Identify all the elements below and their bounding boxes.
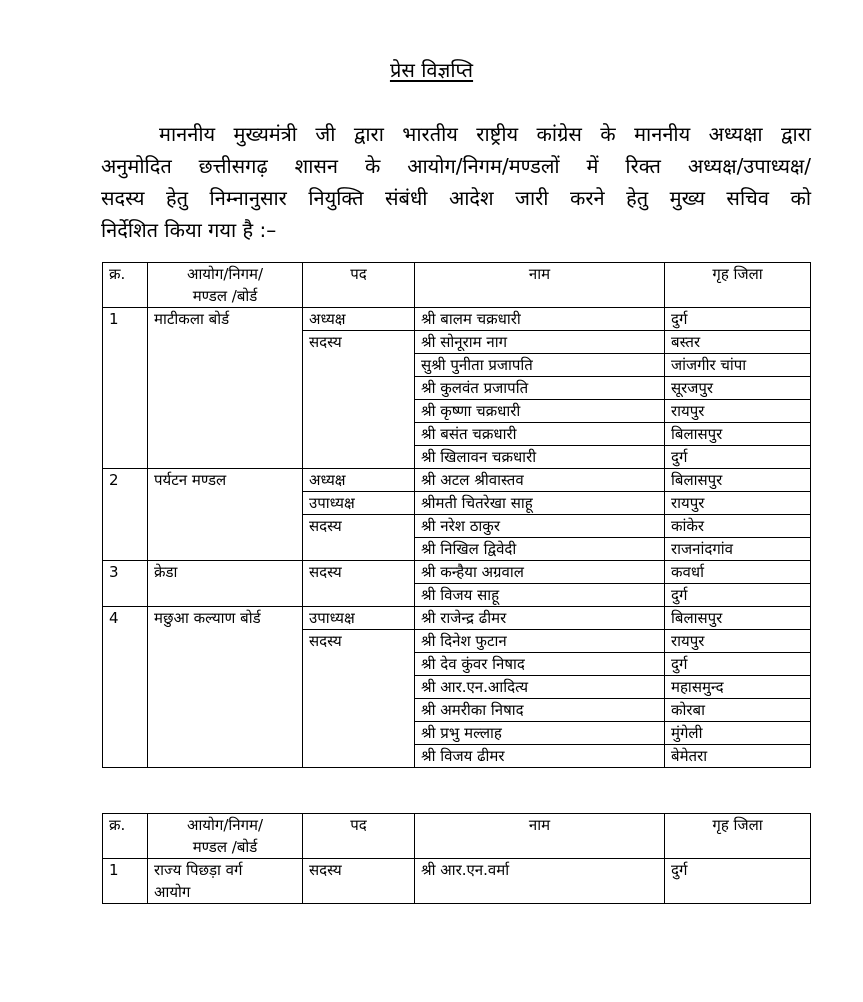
cell-sno: [103, 492, 148, 515]
table-row: [103, 859, 811, 904]
table-row: [103, 653, 811, 676]
cell-sno: [103, 630, 148, 653]
cell-district: सूरजपुर: [665, 377, 811, 400]
table-header-row: [103, 814, 811, 859]
cell-sno: [103, 446, 148, 469]
cell-post: [303, 653, 415, 676]
cell-name: सुश्री पुनीता प्रजापति: [415, 354, 665, 377]
cell-name: श्री कन्हैया अग्रवाल: [415, 561, 665, 584]
cell-post: सदस्य: [303, 515, 415, 538]
table-row: [103, 377, 811, 400]
table-row: [103, 331, 811, 354]
cell-name: श्री विजय साहू: [415, 584, 665, 607]
cell-sno: [103, 400, 148, 423]
cell-district: दुर्ग: [665, 584, 811, 607]
cell-district: रायपुर: [665, 492, 811, 515]
cell-name: श्री अटल श्रीवास्तव: [415, 469, 665, 492]
cell-sno: [103, 699, 148, 722]
paragraph-line: माननीय मुख्यमंत्री जी द्वारा भारतीय राष्ट्रीय कांग्रेस के माननीय अध्यक्षा द्वारा: [159, 122, 811, 146]
table-row: [103, 584, 811, 607]
cell-body: [148, 538, 303, 561]
cell-sno: [103, 676, 148, 699]
table-row: [103, 400, 811, 423]
paragraph-line: निर्देशित किया गया है :–: [101, 218, 277, 242]
table-row: [103, 538, 811, 561]
cell-sno: [103, 331, 148, 354]
table-row: [103, 308, 811, 331]
cell-name: श्री प्रभु मल्लाह: [415, 722, 665, 745]
cell-name: श्री सोनूराम नाग: [415, 331, 665, 354]
cell-body: माटीकला बोर्ड: [148, 308, 303, 331]
cell-body: राज्य पिछड़ा वर्ग आयोग: [148, 859, 303, 904]
header-post: पद: [303, 814, 415, 859]
table-row: [103, 676, 811, 699]
cell-body: [148, 584, 303, 607]
cell-district: महासमुन्द: [665, 676, 811, 699]
cell-district: दुर्ग: [665, 859, 811, 904]
cell-post: [303, 745, 415, 768]
cell-name: श्री विजय ढीमर: [415, 745, 665, 768]
cell-name: श्री बालम चक्रधारी: [415, 308, 665, 331]
table-row: [103, 446, 811, 469]
cell-body: [148, 676, 303, 699]
cell-district: मुंगेली: [665, 722, 811, 745]
cell-body: [148, 492, 303, 515]
cell-sno: [103, 377, 148, 400]
cell-district: दुर्ग: [665, 653, 811, 676]
cell-body: [148, 653, 303, 676]
cell-body: [148, 354, 303, 377]
cell-district: दुर्ग: [665, 446, 811, 469]
cell-post: [303, 354, 415, 377]
table-header-row: [103, 263, 811, 308]
cell-sno: 1: [103, 859, 148, 904]
cell-post: [303, 423, 415, 446]
cell-sno: [103, 515, 148, 538]
cell-district: कांकेर: [665, 515, 811, 538]
header-body: आयोग/निगम/ मण्डल /बोर्ड: [148, 814, 303, 859]
cell-post: सदस्य: [303, 331, 415, 354]
header-name: नाम: [415, 814, 665, 859]
cell-body: क्रेडा: [148, 561, 303, 584]
table-row: [103, 630, 811, 653]
cell-sno: [103, 745, 148, 768]
cell-name: श्री कृष्णा चक्रधारी: [415, 400, 665, 423]
header-sno: क्र.: [103, 814, 148, 859]
cell-post: [303, 699, 415, 722]
header-post: पद: [303, 263, 415, 308]
cell-body: [148, 377, 303, 400]
header-district: गृह जिला: [665, 263, 811, 308]
cell-district: जांजगीर चांपा: [665, 354, 811, 377]
table-row: [103, 561, 811, 584]
cell-post: [303, 377, 415, 400]
cell-name: श्रीमती चितरेखा साहू: [415, 492, 665, 515]
cell-sno: [103, 722, 148, 745]
cell-name: श्री बसंत चक्रधारी: [415, 423, 665, 446]
cell-body: [148, 446, 303, 469]
cell-district: बेमेतरा: [665, 745, 811, 768]
cell-sno: 3: [103, 561, 148, 584]
cell-name: श्री देव कुंवर निषाद: [415, 653, 665, 676]
cell-post: [303, 584, 415, 607]
cell-district: बस्तर: [665, 331, 811, 354]
paragraph-line: अनुमोदित छत्तीसगढ़ शासन के आयोग/निगम/मण्डलों में रिक्त अध्यक्ष/उपाध्यक्ष/: [101, 154, 811, 178]
cell-district: दुर्ग: [665, 308, 811, 331]
table-row: [103, 515, 811, 538]
cell-name: श्री नरेश ठाकुर: [415, 515, 665, 538]
cell-body: [148, 630, 303, 653]
cell-body: पर्यटन मण्डल: [148, 469, 303, 492]
table-row: [103, 722, 811, 745]
cell-district: कोरबा: [665, 699, 811, 722]
page-title: [0, 56, 863, 83]
cell-district: कवर्धा: [665, 561, 811, 584]
cell-name: श्री अमरीका निषाद: [415, 699, 665, 722]
cell-post: सदस्य: [303, 630, 415, 653]
cell-body: [148, 699, 303, 722]
table-row: [103, 423, 811, 446]
cell-post: सदस्य: [303, 859, 415, 904]
cell-post: उपाध्यक्ष: [303, 607, 415, 630]
header-sno: क्र.: [103, 263, 148, 308]
cell-sno: [103, 653, 148, 676]
cell-sno: 2: [103, 469, 148, 492]
press-release-heading: प्रेस विज्ञप्ति: [389, 58, 474, 82]
cell-district: बिलासपुर: [665, 423, 811, 446]
header-district: गृह जिला: [665, 814, 811, 859]
cell-name: श्री राजेन्द्र ढीमर: [415, 607, 665, 630]
cell-district: रायपुर: [665, 400, 811, 423]
cell-body: मछुआ कल्याण बोर्ड: [148, 607, 303, 630]
cell-post: [303, 446, 415, 469]
cell-body: [148, 515, 303, 538]
table-row: [103, 607, 811, 630]
cell-sno: [103, 538, 148, 561]
cell-sno: [103, 584, 148, 607]
cell-name: श्री आर.एन.आदित्य: [415, 676, 665, 699]
cell-post: अध्यक्ष: [303, 308, 415, 331]
cell-sno: 1: [103, 308, 148, 331]
cell-post: [303, 538, 415, 561]
cell-post: [303, 676, 415, 699]
table-row: [103, 469, 811, 492]
cell-body: [148, 722, 303, 745]
header-name: नाम: [415, 263, 665, 308]
cell-name: श्री आर.एन.वर्मा: [415, 859, 665, 904]
appointments-table-2: [102, 813, 811, 904]
cell-body: [148, 745, 303, 768]
table-row: [103, 699, 811, 722]
table-row: [103, 745, 811, 768]
cell-post: सदस्य: [303, 561, 415, 584]
cell-district: रायपुर: [665, 630, 811, 653]
cell-sno: [103, 354, 148, 377]
cell-post: [303, 400, 415, 423]
cell-post: [303, 722, 415, 745]
cell-body: [148, 331, 303, 354]
header-body: आयोग/निगम/ मण्डल /बोर्ड: [148, 263, 303, 308]
paragraph-line: सदस्य हेतु निम्नानुसार नियुक्ति संबंधी आदेश जारी करने हेतु मुख्य सचिव को: [101, 186, 811, 210]
cell-name: श्री दिनेश फुटान: [415, 630, 665, 653]
appointments-table: [102, 262, 811, 768]
cell-name: श्री कुलवंत प्रजापति: [415, 377, 665, 400]
cell-sno: 4: [103, 607, 148, 630]
cell-post: अध्यक्ष: [303, 469, 415, 492]
cell-sno: [103, 423, 148, 446]
intro-paragraph: [101, 118, 811, 246]
cell-name: श्री खिलावन चक्रधारी: [415, 446, 665, 469]
cell-district: राजनांदगांव: [665, 538, 811, 561]
cell-name: श्री निखिल द्विवेदी: [415, 538, 665, 561]
cell-district: बिलासपुर: [665, 469, 811, 492]
table-row: [103, 492, 811, 515]
cell-district: बिलासपुर: [665, 607, 811, 630]
table-row: [103, 354, 811, 377]
cell-body: [148, 400, 303, 423]
cell-body: [148, 423, 303, 446]
cell-post: उपाध्यक्ष: [303, 492, 415, 515]
